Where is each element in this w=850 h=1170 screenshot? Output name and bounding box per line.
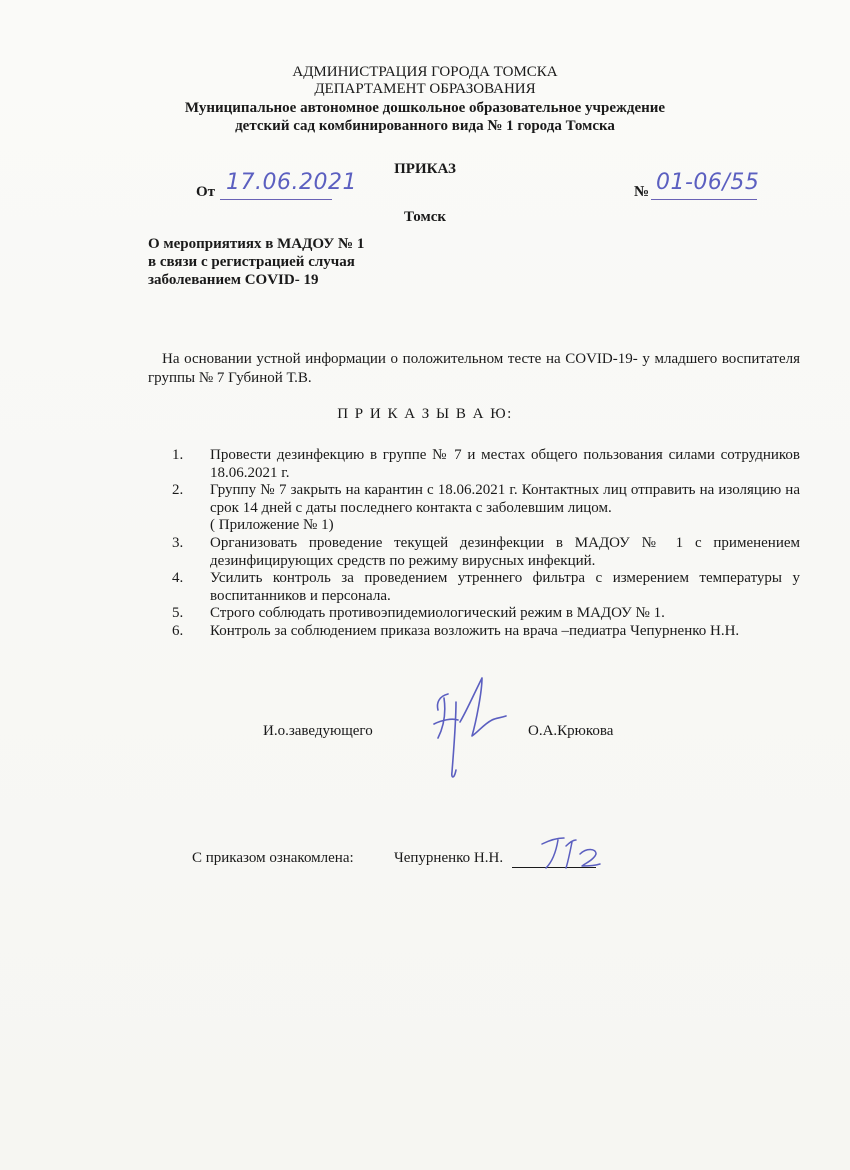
item-number: 1. [172, 447, 184, 463]
order-city: Томск [403, 209, 447, 225]
list-item [172, 535, 800, 570]
order-title: ПРИКАЗ [394, 161, 456, 177]
number-underline [651, 199, 757, 200]
date-underline [220, 199, 332, 200]
list-item [172, 447, 800, 482]
list-item [172, 482, 800, 535]
acknowledgement-label: С приказом ознакомлена: [192, 850, 354, 866]
order-word: П Р И К А З Ы В А Ю: [337, 406, 513, 422]
list-item [172, 570, 800, 605]
header-administration: АДМИНИСТРАЦИЯ ГОРОДА ТОМСКА [292, 64, 558, 80]
item-text: Контроль за соблюдением приказа возложить на врача –педиатра Чепурненко Н.Н. [210, 622, 740, 639]
item-number: 4. [172, 570, 184, 587]
subject-line-1: О мероприятиях в МАДОУ № 1 [148, 236, 365, 252]
date-prefix: От [196, 184, 216, 200]
subject-line-2: в связи с регистрацией случая [148, 254, 355, 270]
signer-position: И.о.заведующего [263, 723, 373, 739]
acknowledgement-signature [536, 832, 606, 874]
list-item [172, 605, 800, 623]
signer-name: О.А.Крюкова [528, 723, 614, 739]
header-institution: Муниципальное автономное дошкольное образовательное учреждение [184, 100, 666, 116]
item-appendix-note: ( Приложение № 1) [210, 517, 334, 534]
order-items-list [172, 447, 800, 641]
number-prefix: № [634, 184, 650, 200]
item-number: 3. [172, 534, 184, 551]
item-text: Группу № 7 закрыть на карантин с 18.06.2021 г. Контактных лиц отправить на изоляцию на срок 14 дней с даты последнего контакта с заболевшим лицом. [210, 482, 800, 516]
item-number: 5. [172, 605, 184, 622]
item-number: 2. [172, 482, 184, 499]
item-text: Усилить контроль за проведением утреннего фильтра с измерением температуры у воспитанников и персонала. [210, 570, 800, 604]
header-department: ДЕПАРТАМЕНТ ОБРАЗОВАНИЯ [314, 81, 536, 97]
list-item [172, 623, 800, 641]
signature-handwritten [426, 672, 526, 784]
handwritten-date: 17.06.2021 [226, 170, 357, 195]
subject-line-3: заболеванием COVID- 19 [148, 272, 319, 288]
item-text: Провести дезинфекцию в группе № 7 и местах общего пользования силами сотрудников 18.06.2021 г. [210, 447, 800, 481]
basis-paragraph: На основании устной информации о положительном тесте на COVID-19- у младшего воспитателя группы № 7 Губиной Т.В. [148, 351, 800, 386]
acknowledgement-name: Чепурненко Н.Н. [394, 850, 504, 866]
item-number: 6. [172, 622, 184, 639]
handwritten-number: 01-06/55 [656, 170, 760, 195]
header-institution-name: детский сад комбинированного вида № 1 города Томска [235, 118, 615, 134]
item-text: Организовать проведение текущей дезинфекции в МАДОУ № 1 с применением дезинфицирующих средств по режиму вирусных инфекций. [210, 534, 800, 569]
item-text: Строго соблюдать противоэпидемиологический режим в МАДОУ № 1. [210, 605, 665, 622]
